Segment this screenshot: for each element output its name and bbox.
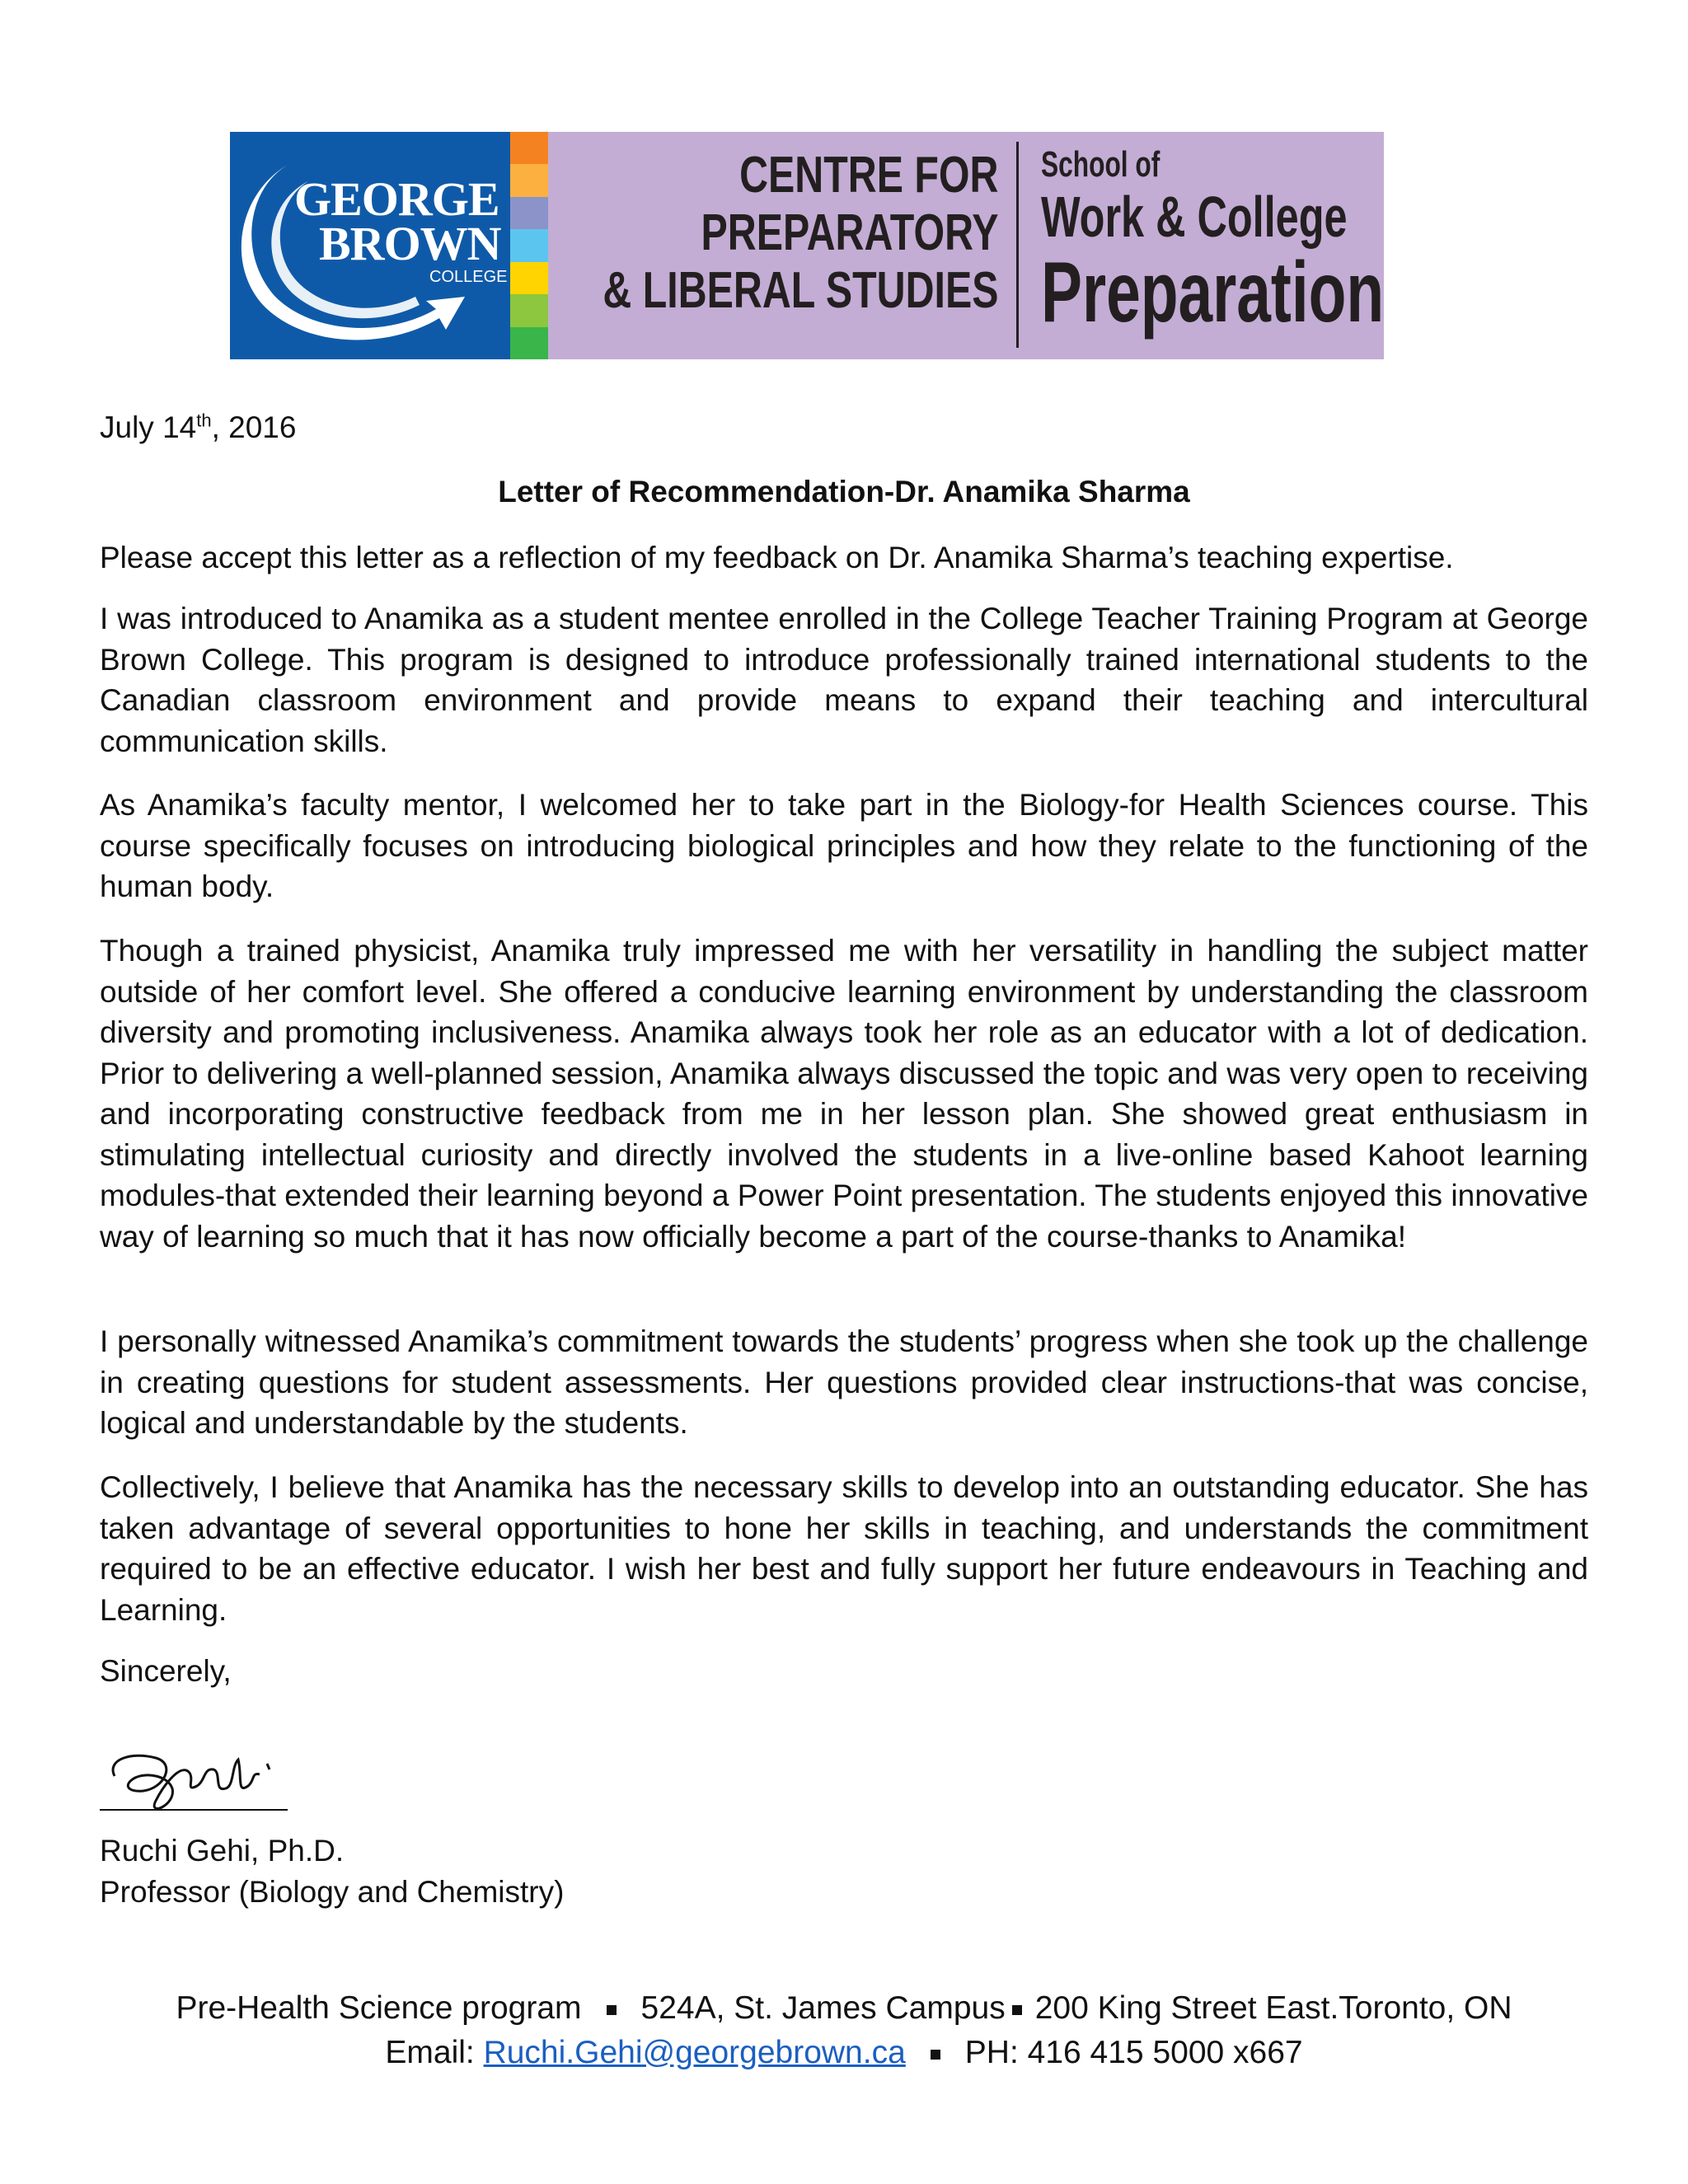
- email-label: Email:: [385, 2035, 475, 2070]
- bullet-separator: [1012, 2005, 1022, 2015]
- department-panel: [548, 132, 1384, 359]
- school-line-2: Work & College: [1041, 185, 1348, 249]
- signer-name: Ruchi Gehi, Ph.D.: [100, 1834, 345, 1868]
- email-link[interactable]: Ruchi.Gehi@georgebrown.ca: [483, 2035, 906, 2070]
- logo-text-george: GEORGE: [294, 172, 499, 226]
- school-line-1: School of: [1041, 144, 1160, 185]
- banner-divider: [1016, 142, 1019, 348]
- george-brown-logo: [230, 132, 510, 359]
- signer-title: Professor (Biology and Chemistry): [100, 1875, 565, 1909]
- letter-date: July 14th, 2016: [100, 410, 297, 444]
- paragraph-3: As Anamika’s faculty mentor, I welcomed her to take part in the Biology-for Health Sciences course. This course specifically focuses on introducing biological principles and how they relate to the functioning of the human body.: [100, 788, 1588, 903]
- bullet-separator: [607, 2005, 617, 2015]
- letter-subject: Letter of Recommendation-Dr. Anamika Sharma: [498, 475, 1190, 509]
- logo-text-college: COLLEGE: [429, 268, 508, 286]
- footer-program: Pre-Health Science program: [176, 1990, 582, 2026]
- footer-street: 200 King Street East.Toronto, ON: [1034, 1990, 1512, 2026]
- bullet-separator: [931, 2050, 940, 2060]
- centre-line-3: & LIBERAL STUDIES: [602, 262, 998, 319]
- color-strip: [510, 132, 548, 359]
- signature-image: [98, 1727, 296, 1825]
- phone-number: PH: 416 415 5000 x667: [964, 2035, 1303, 2070]
- paragraph-4: Though a trained physicist, Anamika truly impressed me with her versatility in handling the subject matter outside of her comfort level. She offered a conducive learning environment by understanding the classroom diversity and promoting inclusiveness. Anamika always took her role as an educator with a lot of dedication. Prior to delivering a well-planned session, Anamika always discussed the topic and was very open to receiving and incorporating constructive feedback from me in her lesson plan. She showed great enthusiasm in stimulating intellectual curiosity and directly involved the students in a live-online based Kahoot learning modules-that extended their learning beyond a Power Point presentation. The students enjoyed this innovative way of learning so much that it has now officially become a part of the course-thanks to Anamika!: [100, 934, 1588, 1254]
- centre-title: [603, 147, 998, 320]
- footer-address: [0, 1990, 1688, 2027]
- footer-contact: [0, 2035, 1688, 2071]
- centre-line-2: PREPARATORY: [701, 204, 998, 261]
- school-line-3: Preparation: [1041, 245, 1385, 340]
- school-title: [1041, 143, 1384, 338]
- logo-text-brown: BROWN: [319, 217, 501, 270]
- footer-room: 524A, St. James Campus: [640, 1990, 1006, 2026]
- letterhead-banner: [230, 132, 1384, 359]
- paragraph-6: Collectively, I believe that Anamika has the necessary skills to develop into an outstanding educator. She has taken advantage of several opportunities to hone her skills in teaching, and understands the commitment required to be an effective educator. I wish her best and fully support her future endeavours in Teaching and Learning.: [100, 1470, 1588, 1627]
- paragraph-1: Please accept this letter as a reflection of my feedback on Dr. Anamika Sharma’s teaching expertise.: [100, 541, 1454, 574]
- paragraph-5: I personally witnessed Anamika’s commitment towards the students’ progress when she took up the challenge in creating questions for student assessments. Her questions provided clear instructions-that was concise, logical and understandable by the students.: [100, 1324, 1588, 1440]
- closing: Sincerely,: [100, 1654, 232, 1688]
- paragraph-2: I was introduced to Anamika as a student mentee enrolled in the College Teacher Training Program at George Brown College. This program is designed to introduce professionally trained international students to the Canadian classroom environment and provide means to expand their teaching and intercultural communication skills.: [100, 602, 1588, 758]
- centre-line-1: CENTRE FOR: [738, 147, 998, 204]
